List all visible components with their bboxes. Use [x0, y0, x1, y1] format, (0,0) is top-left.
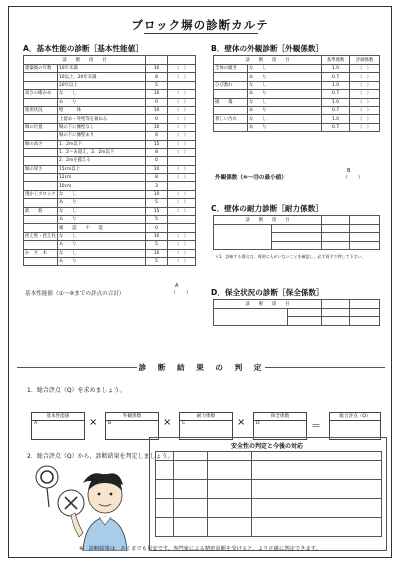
table-b-header-row — [214, 56, 380, 65]
table-a-row — [24, 207, 196, 215]
table-a-cell: 20年以上 — [58, 81, 146, 89]
section-b-heading: B．壁体の外観診断［外観係数］ — [211, 44, 324, 53]
table-b-row — [214, 106, 380, 114]
table-a-cell: （ ） — [168, 165, 196, 173]
judge-header-cell — [208, 452, 252, 461]
table-a-cell: 15 — [146, 140, 168, 148]
basic-performance-table — [23, 55, 196, 266]
table-c-cell — [350, 233, 380, 241]
table-b-cell: 全体の傾き — [214, 65, 248, 73]
table-a-cell: （ ） — [168, 115, 196, 123]
table-a-cell: 塀の下に擁壁なし — [58, 123, 146, 131]
table-c-header-cell — [350, 216, 380, 225]
judge-cell — [208, 480, 252, 499]
table-a-cell: 塀の厚さ — [24, 165, 58, 173]
table-a-cell: 10 — [146, 190, 168, 198]
table-a-cell: 10 — [146, 165, 168, 173]
o-sign-icon — [36, 466, 58, 488]
table-d-cell — [288, 309, 322, 317]
judge-row — [156, 518, 382, 537]
table-b-cell: あ り — [248, 90, 322, 98]
table-a-cell: 5 — [146, 241, 168, 249]
table-b-cell: 1.0 — [322, 65, 350, 73]
table-a-cell: 透かしブロック — [25, 192, 56, 198]
result-heading: 診 断 結 果 の 判 定 — [138, 363, 264, 372]
strength-table — [213, 215, 380, 250]
table-a-row — [24, 182, 196, 190]
table-d-cell — [350, 317, 380, 325]
table-c-cell — [322, 225, 350, 233]
table-a-cell: （ ） — [168, 257, 196, 265]
table-b-cell: 0.7 — [322, 106, 350, 114]
table-c-cell — [350, 225, 380, 233]
step2-instruction: 2．総合評点（Q）から，診断結果を判定しましょう。 — [27, 453, 174, 460]
judge-cell — [174, 480, 208, 499]
formula-box-b: 外観係数 B — [105, 412, 159, 440]
table-a-row — [24, 216, 196, 224]
table-a-cell: 8 — [146, 174, 168, 182]
judge-cell — [174, 461, 208, 480]
table-a-cell: （ ） — [168, 174, 196, 182]
table-d-cell — [322, 317, 350, 325]
judge-cell — [174, 499, 208, 518]
judge-check-box[interactable] — [156, 480, 174, 499]
table-a-cell — [168, 81, 196, 89]
table-a-row — [24, 132, 196, 140]
judge-row — [156, 480, 382, 499]
judge-cell — [252, 461, 382, 480]
table-a-cell: あ り — [58, 98, 146, 106]
table-d-label — [214, 309, 288, 326]
table-a-cell: 10 — [146, 249, 168, 257]
formula-box-a: 基本性能値 A — [31, 412, 85, 440]
table-a-cell: （ ） — [168, 132, 196, 140]
table-b-cell: な し — [248, 115, 322, 123]
table-a-cell: 10 — [146, 232, 168, 240]
table-a-cell: 6 — [146, 132, 168, 140]
table-b-cell — [214, 106, 248, 114]
table-a-cell — [24, 132, 58, 140]
table-a-cell: （ ） — [168, 123, 196, 131]
judge-cell — [208, 499, 252, 518]
table-b-row — [214, 65, 380, 73]
table-a-row — [24, 90, 196, 98]
table-a-cell: な し — [58, 232, 146, 240]
table-b-cell: 1.0 — [322, 115, 350, 123]
table-a-row — [24, 98, 196, 106]
table-a-cell: 15 — [146, 207, 168, 215]
times-sign-1: × — [89, 417, 98, 428]
table-a-cell: あ り — [58, 199, 146, 207]
table-b-cell: 0.7 — [322, 123, 350, 131]
table-b-cell: 0.7 — [322, 90, 350, 98]
formula-box-result: 総合評点（Q） — [329, 412, 381, 440]
table-a-cell: 0 — [146, 157, 168, 165]
table-b-cell: （ ） — [350, 106, 380, 114]
table-b-cell: あ り — [248, 73, 322, 81]
table-a-cell — [24, 81, 58, 89]
table-d-cell — [322, 309, 350, 317]
table-a-row — [24, 148, 196, 156]
table-b-cell: な し — [248, 81, 322, 89]
table-a-cell: （ ） — [168, 232, 196, 240]
formula-box-c: 耐力係数 C — [179, 412, 233, 440]
table-a-cell: （ ） — [168, 98, 196, 106]
table-a-row — [24, 249, 196, 257]
table-a-cell — [24, 182, 58, 190]
judge-header-cell — [174, 452, 208, 461]
table-d-row — [214, 309, 380, 317]
table-a-cell: （ ） — [168, 207, 196, 215]
table-b-header-cell: 基準係数 — [322, 56, 350, 65]
table-b-cell: 著しい汚れ — [214, 115, 248, 123]
diagnosis-sheet — [8, 6, 392, 558]
times-sign-3: × — [237, 417, 246, 428]
table-a-cell: 0 — [146, 98, 168, 106]
table-b-cell: （ ） — [350, 123, 380, 131]
table-a-cell: 塀の下に擁壁あり — [58, 132, 146, 140]
table-a-row — [24, 241, 196, 249]
table-a-header-row — [24, 56, 196, 65]
table-a-cell: 確 認 不 能 — [58, 224, 146, 232]
table-a-cell: な し — [58, 190, 146, 198]
table-b-cell — [214, 73, 248, 81]
table-a-cell: 10 — [146, 90, 168, 98]
formula-box-d: 保全係数 D — [253, 412, 307, 440]
section-b-total-letter: B — [347, 168, 351, 174]
table-b-cell: あ り — [248, 123, 322, 131]
table-a-row — [24, 140, 196, 148]
table-b-cell: 損 傷 — [214, 98, 248, 106]
table-a-cell: 使用状況 — [24, 106, 58, 114]
table-a-cell: （ ） — [168, 90, 196, 98]
table-a-cell — [24, 73, 58, 81]
table-a-cell: （ ） — [168, 140, 196, 148]
table-b-cell: （ ） — [350, 81, 380, 89]
footnote: ※ 診断結果は，あくまでも目安です。専門家による精密診断を受けると，より正確に判定できます。 — [79, 546, 321, 552]
table-a-cell: あ り — [58, 241, 146, 249]
table-d-header-cell — [350, 300, 380, 309]
table-c-cell — [272, 233, 322, 241]
table-b-row — [214, 90, 380, 98]
table-d-header-cell: 診 断 項 目 — [214, 300, 322, 309]
table-b-cell: な し — [248, 65, 322, 73]
section-b-total-value: （ ） — [343, 175, 364, 181]
table-a-cell: 控え壁・控え柱 — [25, 234, 56, 239]
table-b-cell: あ り — [248, 106, 322, 114]
table-a-cell: か さ 木 — [24, 249, 58, 257]
table-a-row — [24, 73, 196, 81]
table-a-cell: 5 — [146, 216, 168, 224]
table-a-cell: 建築後の年数 — [24, 65, 58, 73]
table-b-header-cell: 診 断 項 目 — [214, 56, 322, 65]
section-a-heading: A．基本性能の診断［基本性能値］ — [23, 44, 143, 53]
table-c-wobble-label — [214, 225, 272, 250]
table-a-cell — [168, 182, 196, 190]
table-b-cell: （ ） — [350, 73, 380, 81]
table-a-cell: 10 — [146, 65, 168, 73]
result-heading-right-line — [265, 367, 385, 368]
table-a-cell: （ ） — [168, 148, 196, 156]
table-a-cell: （ ） — [168, 106, 196, 114]
table-a-cell: 0 — [146, 224, 168, 232]
table-c-header-row — [214, 216, 380, 225]
appearance-table — [213, 55, 380, 132]
table-b-row — [214, 123, 380, 131]
table-b-cell: ひび割れ — [214, 81, 248, 89]
table-a-cell: 8 — [146, 73, 168, 81]
table-a-cell: 壁 体 — [58, 106, 146, 114]
table-a-row — [24, 232, 196, 240]
table-a-cell — [168, 224, 196, 232]
judgement-title: 安全性の判定と今後の対応 — [230, 443, 303, 450]
table-a-cell: 10 — [146, 123, 168, 131]
equals-sign: ＝ — [311, 421, 321, 432]
table-a-row — [24, 106, 196, 114]
table-a-cell: 1．2m以下 — [58, 140, 146, 148]
table-d-header-row — [214, 300, 380, 309]
table-a-cell: 2．2mを越える — [58, 157, 146, 165]
table-a-cell — [168, 157, 196, 165]
table-a-row — [24, 199, 196, 207]
judge-cell — [252, 518, 382, 537]
table-a-cell — [168, 216, 196, 224]
table-a-cell: な し — [58, 249, 146, 257]
table-a-cell: 5 — [146, 81, 168, 89]
table-a-row — [24, 157, 196, 165]
table-b-cell: 0.7 — [322, 73, 350, 81]
table-c-cell — [272, 241, 322, 249]
table-b-cell — [214, 90, 248, 98]
table-c-cell — [350, 241, 380, 249]
section-b-total-label: 外観係数（⑩〜⑬の最小値） — [215, 175, 287, 181]
table-a-cell — [24, 241, 58, 249]
judge-cell — [208, 461, 252, 480]
table-a-cell: な し — [58, 90, 146, 98]
table-c-cell — [322, 241, 350, 249]
judge-header-row — [156, 452, 382, 461]
page-title: ブロック塀の診断カルテ — [131, 18, 269, 32]
table-a-cell: 10年未満 — [58, 65, 146, 73]
table-a-cell: あ り — [58, 216, 146, 224]
step1-instruction: 1．総合評点（Q）を求めましょう。 — [27, 387, 126, 394]
judge-header-cell — [252, 452, 382, 461]
mascot-illustration — [25, 463, 145, 551]
table-a-header-cell: 診 断 項 目 — [24, 56, 146, 65]
table-b-cell: 1.0 — [322, 81, 350, 89]
table-a-cell: 塀の高さ — [24, 140, 58, 148]
section-d-heading: D．保全状況の診断［保全係数］ — [211, 288, 324, 297]
times-sign-2: × — [163, 417, 172, 428]
table-a-cell: 鉄 筋 — [24, 207, 58, 215]
table-a-cell: （ ） — [168, 249, 196, 257]
table-a-cell: な し — [58, 207, 146, 215]
table-a-row — [24, 123, 196, 131]
table-a-cell: 5 — [146, 257, 168, 265]
table-a-cell — [24, 199, 58, 207]
table-a-row — [24, 174, 196, 182]
table-a-row — [24, 65, 196, 73]
table-c-header-cell: 診 断 項 目 — [214, 216, 322, 225]
table-a-cell: 10cm — [58, 182, 146, 190]
table-a-cell — [24, 157, 58, 165]
table-a-cell: 塀の位置 — [24, 123, 58, 131]
table-c-cell — [322, 233, 350, 241]
table-a-cell: （ ） — [168, 73, 196, 81]
maintenance-table — [213, 299, 380, 326]
table-c-row — [214, 225, 380, 233]
table-d-cell — [350, 309, 380, 317]
table-a-cell: 15cm以上 — [58, 165, 146, 173]
table-a-cell: 1．2〜あ超え，2．2m以下 — [58, 148, 146, 156]
table-b-cell — [214, 123, 248, 131]
table-b-cell: な し — [248, 98, 322, 106]
judge-check-box[interactable] — [156, 518, 174, 537]
table-a-cell — [24, 115, 58, 123]
table-d-cell — [288, 317, 322, 325]
table-a-row — [24, 224, 196, 232]
section-a-total-letter: A — [175, 283, 179, 289]
judge-row — [156, 461, 382, 480]
title-underline — [144, 33, 258, 34]
table-a-cell — [24, 224, 58, 232]
table-b-row — [214, 98, 380, 106]
judge-cell — [208, 518, 252, 537]
judge-cell — [174, 518, 208, 537]
table-a-cell: 8 — [146, 148, 168, 156]
table-c-cell — [272, 225, 322, 233]
table-b-row — [214, 115, 380, 123]
table-a-cell: 5 — [146, 199, 168, 207]
table-a-cell — [24, 148, 58, 156]
table-a-cell: （ ） — [168, 241, 196, 249]
section-a-total-value: （ ） — [171, 290, 192, 296]
judge-check-box[interactable] — [156, 499, 174, 518]
table-a-cell: 12cm — [58, 174, 146, 182]
judgement-table — [155, 451, 382, 537]
table-b-row — [214, 73, 380, 81]
table-a-cell: 3 — [146, 182, 168, 190]
table-a-cell — [24, 174, 58, 182]
table-a-cell: 0 — [146, 115, 168, 123]
table-b-row — [214, 81, 380, 89]
table-a-row — [24, 190, 196, 198]
table-a-row — [24, 81, 196, 89]
table-d-header-cell — [322, 300, 350, 309]
table-a-cell — [24, 98, 58, 106]
table-b-cell: （ ） — [350, 98, 380, 106]
table-b-header-cell: 評価係数 — [350, 56, 380, 65]
table-b-cell: （ ） — [350, 115, 380, 123]
table-a-header-cell — [146, 56, 168, 65]
table-c-header-cell — [322, 216, 350, 225]
table-a-cell: 高さの確かめ — [24, 90, 58, 98]
table-a-cell: 10以上，20年未満 — [58, 73, 146, 81]
table-b-cell: 1.0 — [322, 98, 350, 106]
judge-header-cell — [156, 452, 174, 461]
table-a-cell: 土留め・外壁等を兼ねる — [58, 115, 146, 123]
table-a-cell: （ ） — [168, 199, 196, 207]
table-a-cell: （ ） — [168, 65, 196, 73]
table-a-header-cell — [168, 56, 196, 65]
judge-cell — [252, 499, 382, 518]
table-a-cell — [24, 257, 58, 265]
table-a-cell: 10 — [146, 106, 168, 114]
section-c-note: ＊1 診断する場合は，周囲に人がいないことを確認し，必ず両手で押して下さい。 — [215, 254, 366, 259]
section-a-total-label: 基本性能値（①〜⑨までの評点の合計） — [25, 291, 125, 297]
table-a-row — [24, 257, 196, 265]
judge-cell — [252, 480, 382, 499]
table-b-cell: （ ） — [350, 65, 380, 73]
section-c-heading: C．壁体の耐力診断［耐力係数］ — [211, 204, 323, 213]
table-b-cell: （ ） — [350, 90, 380, 98]
table-a-cell: （ ） — [168, 190, 196, 198]
judge-check-box[interactable] — [156, 461, 174, 480]
judge-row — [156, 499, 382, 518]
table-a-row — [24, 115, 196, 123]
result-heading-bar — [17, 359, 385, 377]
table-a-cell — [24, 216, 58, 224]
table-a-cell: あ り — [58, 257, 146, 265]
table-a-row — [24, 165, 196, 173]
